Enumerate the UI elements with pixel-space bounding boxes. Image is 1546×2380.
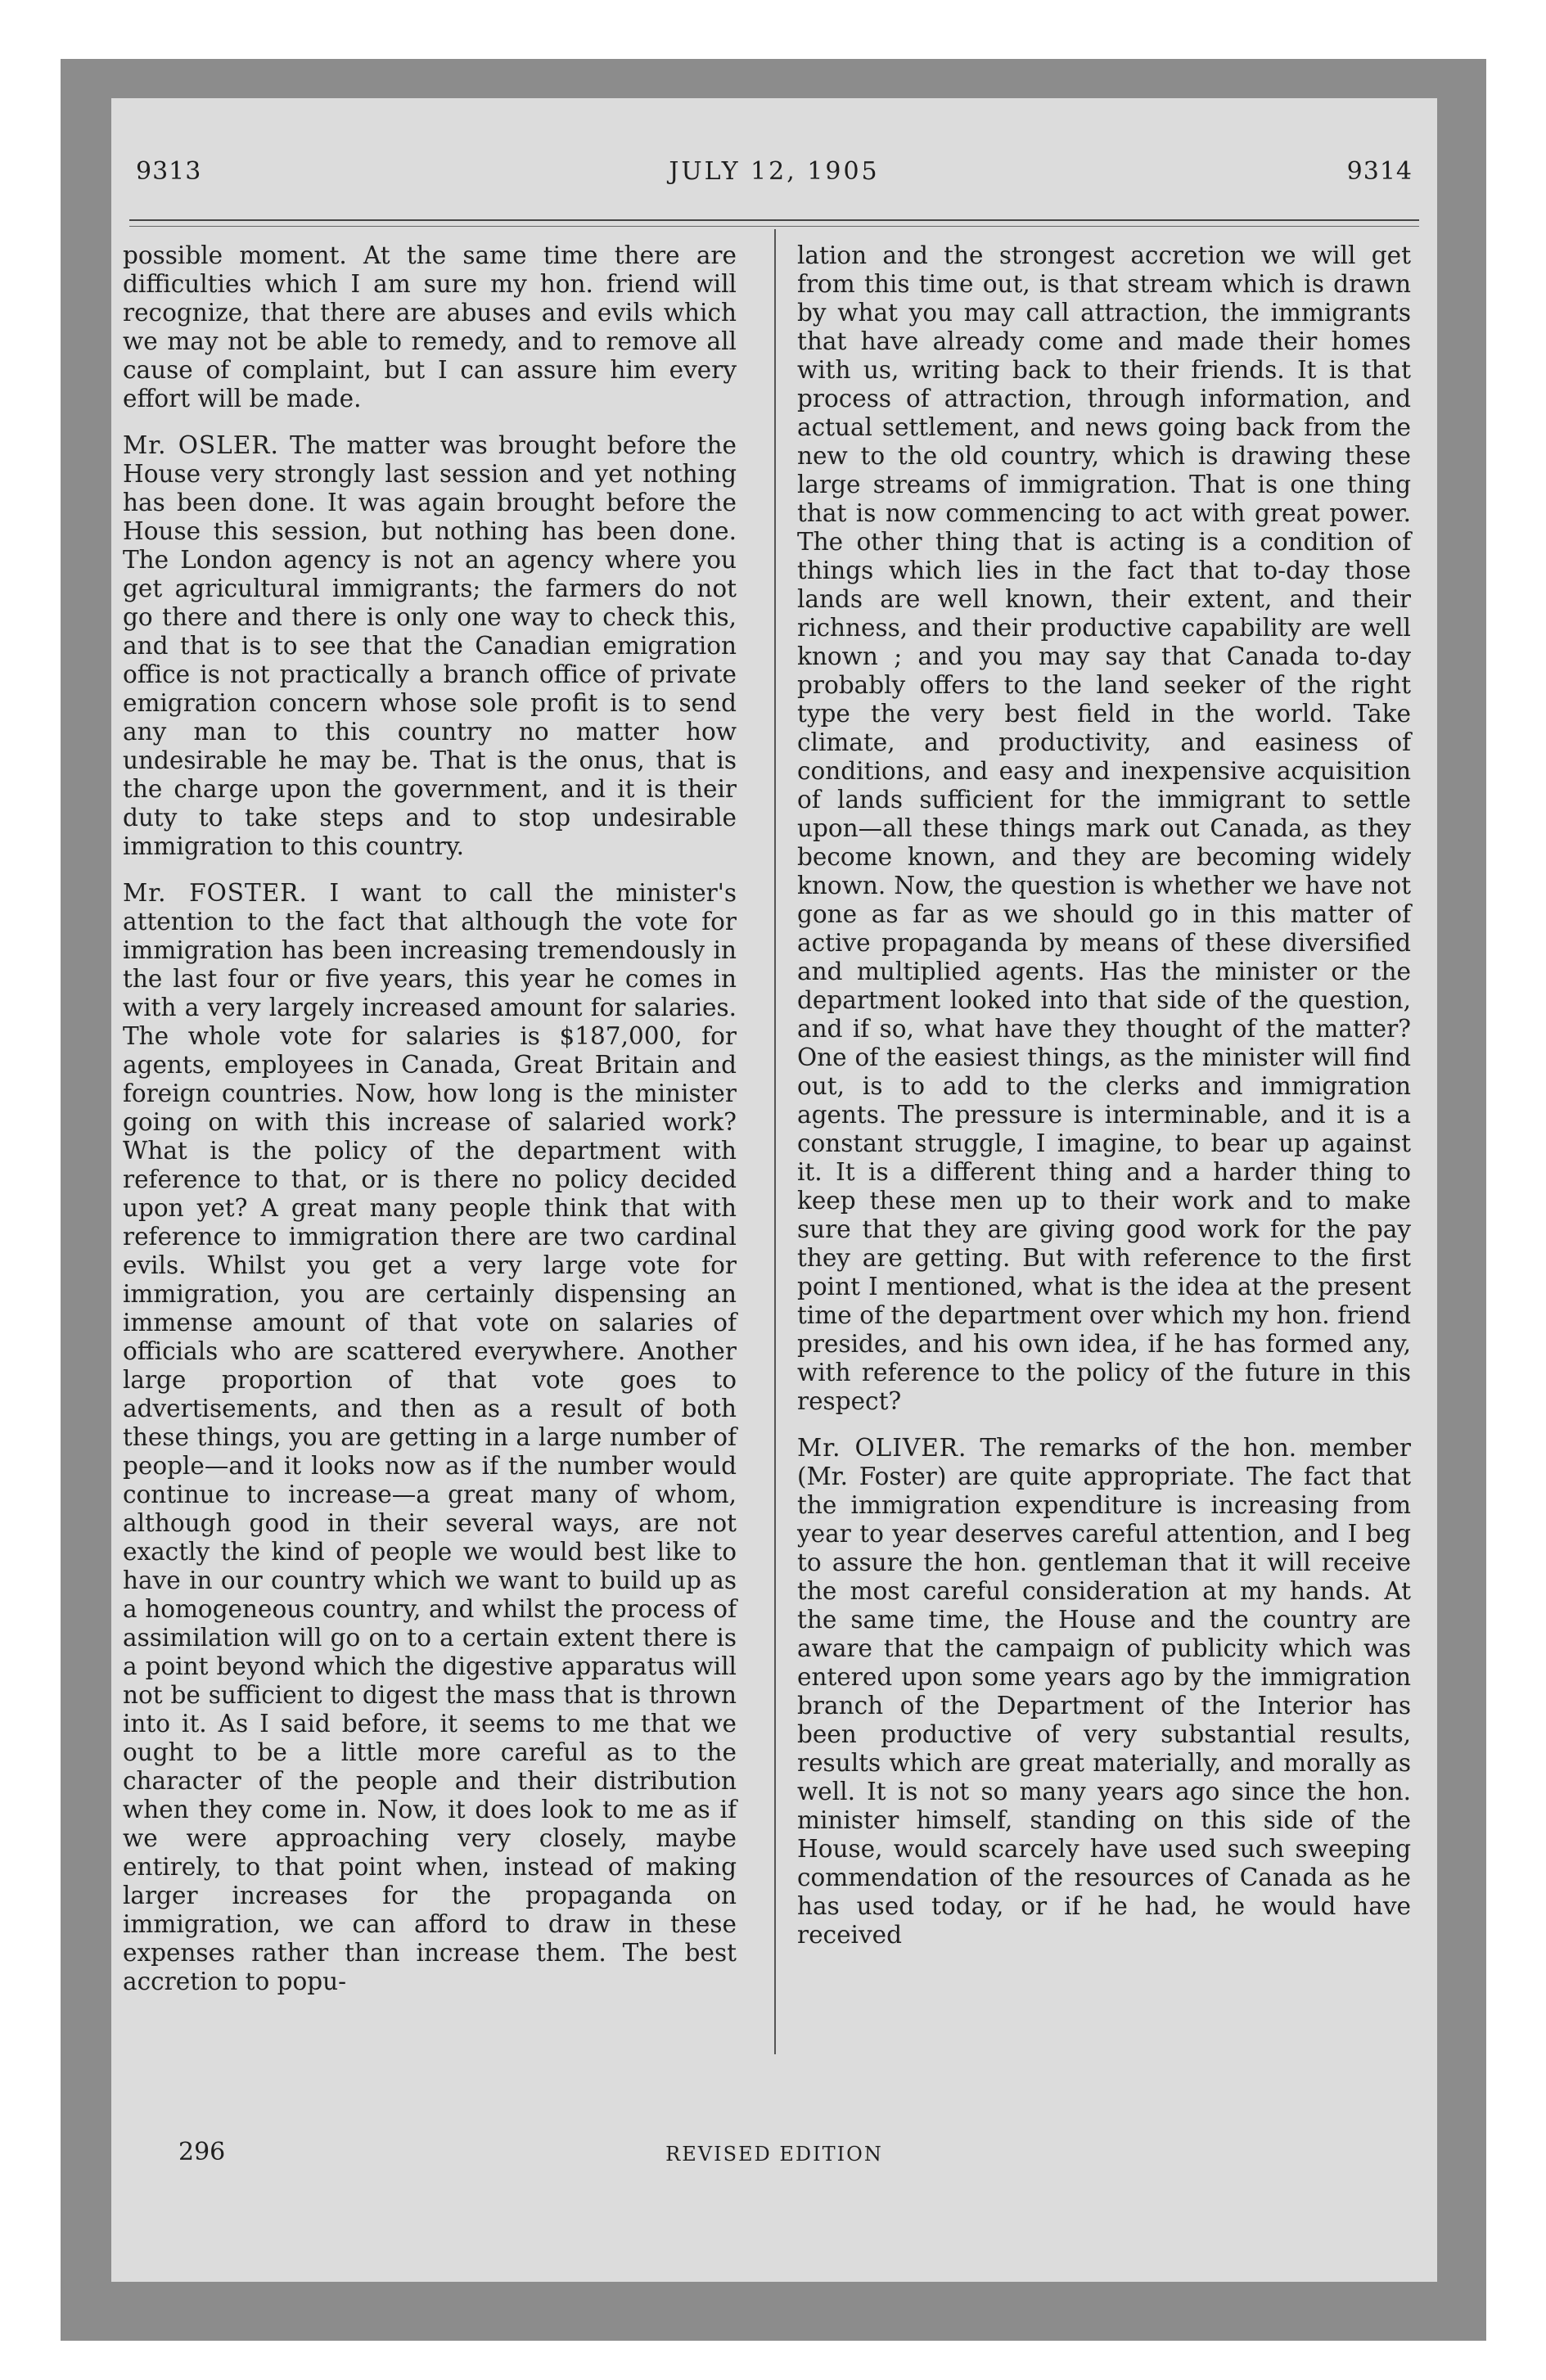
header-rule-thin <box>129 226 1419 227</box>
column-divider <box>774 229 776 2054</box>
paragraph <box>123 879 737 1996</box>
page-number-left: 9313 <box>136 157 202 186</box>
left-column <box>123 241 737 2014</box>
speaker-name: Mr. OSLER. <box>123 431 279 459</box>
paragraph: possible moment. At the same time there are difficulties which I am sure my hon. friend will recognize, that there are abuses and evils which we may not be able to remedy, and to remove all cause of complaint, but I can assure him every effort will be made. <box>123 241 737 412</box>
paragraph <box>797 1434 1411 1950</box>
footer-edition: REVISED EDITION <box>665 2143 883 2166</box>
footer-page-number: 296 <box>178 2138 226 2166</box>
header-rule <box>129 219 1419 221</box>
speaker-name: Mr. FOSTER. <box>123 879 308 907</box>
page <box>111 98 1437 2282</box>
page-number-right: 9314 <box>1346 157 1413 186</box>
speech-text: I want to call the minister's attention to the fact that although the vote for immigration has been increasing tremendously in the last four or five years, this year he comes in with a very largely increased amount for salaries. The whole vote for salaries is $187,000, for agents, employees in Canada, Great Britain and foreign countries. Now, how long is the minister going on with this increase of salaried work? What is the policy of the department with reference to that, or is there no policy decided upon yet? A great many people think that with reference to immigration there are two cardinal evils. Whilst you get a very large vote for immigration, you are certainly dispensing an immense amount of that vote on salaries of officials who are scattered everywhere. Another large proportion of that vote goes to advertisements, and then as a result of both these things, you are getting in a large number of people—and it looks now as if the number would continue to increase—a great many of whom, although good in their several ways, are not exactly the kind of people we would best like to have in our country which we want to build up as a homogeneous country, and whilst the process of assimilation will go on to a certain extent there is a point beyond which the digestive apparatus will not be sufficient to digest the mass that is thrown into it. As I said before, it seems to me that we ought to be a little more careful as to the character of the people and their distribution when they come in. Now, it does look to me as if we were approaching very closely, maybe entirely, to that point when, instead of making larger increases for the propaganda on immigration, we can afford to draw in these expenses rather than increase them. The best accretion to popu- <box>123 879 737 1995</box>
page-date: JULY 12, 1905 <box>669 157 880 186</box>
speaker-name: Mr. OLIVER. <box>797 1434 967 1462</box>
paragraph <box>123 431 737 861</box>
speech-text: The remarks of the hon. member (Mr. Foster) are quite appropriate. The fact that the immigration expenditure is increasing from year to year deserves careful attention, and I beg to assure the hon. gentleman that it will receive the most careful consideration at my hands. At the same time, the House and the country are aware that the campaign of publicity which was entered upon some years ago by the immigration branch of the Department of the Interior has been productive of very substantial results, results which are great materially, and morally as well. It is not so many years ago since the hon. minister himself, standing on this side of the House, would scarcely have used such sweeping commendation of the resources of Canada as he has used today, or if he had, he would have received <box>797 1434 1411 1949</box>
right-column <box>797 241 1411 1968</box>
speech-text: The matter was brought before the House very strongly last session and yet nothing has been done. It was again brought before the House this session, but nothing has been done. The London agency is not an agency where you get agricultural immigrants; the farmers do not go there and there is only one way to check this, and that is to see that the Canadian emigration office is not practically a branch office of private emigration concern whose sole profit is to send any man to this country no matter how undesirable he may be. That is the onus, that is the charge upon the government, and it is their duty to take steps and to stop undesirable immigration to this country. <box>123 431 737 860</box>
paragraph: lation and the strongest accretion we will get from this time out, is that stream which is drawn by what you may call attraction, the immigrants that have already come and made their homes with us, writing back to their friends. It is that process of attraction, through information, and actual settlement, and news going back from the new to the old country, which is drawing these large streams of immigration. That is one thing that is now commencing to act with great power. The other thing that is acting is a condition of things which lies in the fact that to-day those lands are well known, their extent, and their richness, and their productive capability are well known ; and you may say that Canada to-day probably offers to the land seeker of the right type the very best field in the world. Take climate, and productivity, and easiness of conditions, and easy and inexpensive acquisition of lands sufficient for the immigrant to settle upon—all these things mark out Canada, as they become known, and they are becoming widely known. Now, the question is whether we have not gone as far as we should go in this matter of active propaganda by means of these diversified and multiplied agents. Has the minister or the department looked into that side of the question, and if so, what have they thought of the matter? One of the easiest things, as the minister will find out, is to add to the clerks and immigration agents. The pressure is interminable, and it is a constant struggle, I imagine, to bear up against it. It is a different thing and a harder thing to keep these men up to their work and to make sure that they are giving good work for the pay they are getting. But with reference to the first point I mentioned, what is the idea at the present time of the department over which my hon. friend presides, and his own idea, if he has formed any, with reference to the policy of the future in this respect? <box>797 241 1411 1415</box>
